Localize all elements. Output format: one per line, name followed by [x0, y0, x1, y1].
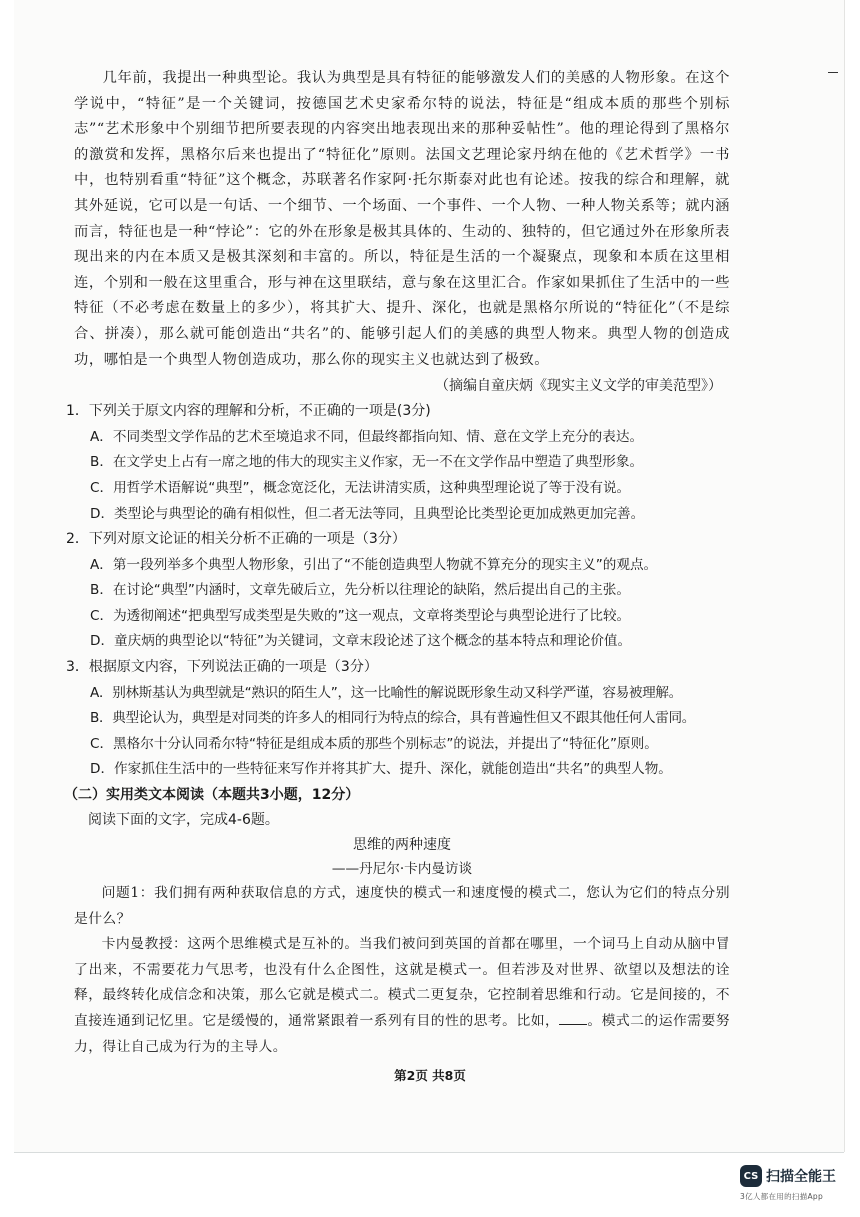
option-a: A．不同类型文学作品的艺术至境追求不同，但最终都指向知、情、意在文学上充分的表达。: [90, 428, 644, 445]
option-b: B．典型论认为，典型是对同类的许多人的相同行为特点的综合，具有普遍性但又不跟其他任何人雷同。: [90, 710, 695, 727]
fill-in-blank[interactable]: [559, 1010, 587, 1025]
question-3: [66, 655, 730, 783]
page-bottom-divider: [14, 1152, 844, 1153]
article-title: 思维的两种速度: [353, 837, 451, 854]
option-d: D．作家抓住生活中的一些特征来写作并将其扩大、提升、深化，就能创造出“共名”的典型人物。: [90, 761, 672, 778]
scanner-watermark: [740, 1165, 850, 1202]
passage-source: （摘编自童庆炳《现实主义文学的审美范型》）: [435, 378, 722, 395]
article-subtitle: ——丹尼尔·卡内曼访谈: [331, 861, 473, 878]
option-c: C．用哲学术语解说“典型”，概念宽泛化，无法讲清实质，这种典型理论说了等于没有说。: [90, 479, 631, 496]
option-d: D．类型论与典型论的确有相似性，但二者无法等同，且典型论比类型论更加成熟更加完善。: [90, 505, 645, 522]
brand-row: [740, 1165, 850, 1187]
question-stem: 3．根据原文内容，下列说法正确的一项是（3分）: [66, 659, 378, 676]
option-d: D．童庆炳的典型论以“特征”为关键词，文章末段论述了这个概念的基本特点和理论价值。: [90, 633, 632, 650]
question-stem: 2．下列对原文论证的相关分析不正确的一项是（3分）: [66, 531, 406, 548]
interview-answer: [74, 932, 730, 1060]
question-stem: 1．下列关于原文内容的理解和分析，不正确的一项是(3分): [66, 403, 431, 420]
option-c: C．为透彻阐述“把典型写成类型是失败的”这一观点，文章将类型论与典型论进行了比较。: [90, 607, 631, 624]
question-1: [66, 399, 730, 527]
camscanner-logo-icon: CS: [740, 1165, 762, 1187]
section-heading: （二）实用类文本阅读（本题共3小题，12分）: [64, 787, 360, 804]
page-number: 第2页 共8页: [394, 1068, 466, 1083]
question-2: [66, 527, 730, 655]
option-c: C．黑格尔十分认同希尔特“特征是组成本质的那些个别标志”的说法，并提出了“特征化”原则。: [90, 735, 658, 752]
brand-name: 扫描全能王: [766, 1169, 836, 1185]
interview-question: 问题1：我们拥有两种获取信息的方式，速度快的模式一和速度慢的模式二，您认为它们的特点分别是什么？: [74, 885, 730, 927]
page-content: [64, 66, 730, 1060]
option-a: A．第一段列举多个典型人物形象，引出了“不能创造典型人物就不算充分的现实主义”的观点。: [90, 556, 658, 573]
brand-tagline: 3亿人都在用的扫描App: [740, 1192, 824, 1201]
answer-text-before: 卡内曼教授：这两个思维模式是互补的。当我们被问到英国的首都在哪里，一个词马上自动从脑中冒了出来，不需要花力气思考，也没有什么企图性，这就是模式一。但若涉及对世界、欲望以及想法的诠释，最终转化成信念和决策，那么它就是模式二。模式二更复杂，它控制着思维和行动。它是间接的，不直接连通到记忆里。它是缓慢的，通常紧跟着一系列有目的性的思考。比如，: [74, 936, 730, 1029]
option-b: B．在文学史上占有一席之地的伟大的现实主义作家，无一不在文学作品中塑造了典型形象。: [90, 454, 644, 471]
section-instruction: 阅读下面的文字，完成4-6题。: [88, 812, 279, 829]
answer-text-after: 。模式二的运作需要努力，得让自己成为行为的主导人。: [74, 1013, 730, 1055]
edge-mark: [828, 72, 838, 73]
option-a: A．别林斯基认为典型就是“熟识的陌生人”，这一比喻性的解说既形象生动又科学严谨，容易被理解。: [90, 684, 682, 701]
option-b: B．在讨论“典型”内涵时，文章先破后立，先分析以往理论的缺陷，然后提出自己的主张。: [90, 582, 630, 599]
passage-paragraph: 几年前，我提出一种典型论。我认为典型是具有特征的能够激发人们的美感的人物形象。在这个学说中，“特征”是一个关键词，按德国艺术史家希尔特的说法，特征是“组成本质的那些个别标志”“艺术形象中个别细节把所要表现的内容突出地表现出来的那种妥帖性”。他的理论得到了黑格尔的激赏和发挥，黑格尔后来也提出了“特征化”原则。法国文艺理论家丹纳在他的《艺术哲学》一书中，也特别看重“特征”这个概念，苏联著名作家阿·托尔斯泰对此也有论述。按我的综合和理解，就其外延说，它可以是一句话、一个细节、一个场面、一个事件、一个人物、一种人物关系等；就内涵而言，特征也是一种“悖论”：它的外在形象是极其具体的、生动的、独特的，但它通过外在形象所表现出来的内在本质又是极其深刻和丰富的。所以，特征是生活的一个凝聚点，现象和本质在这里相连，个别和一般在这里重合，形与神在这里联结，意与象在这里汇合。作家如果抓住了生活中的一些特征（不必考虑在数量上的多少），将其扩大、提升、深化，也就是黑格尔所说的“特征化”（不是综合、拼凑），那么就可能创造出“共名”的、能够引起人们的美感的典型人物来。典型人物的创造成功，哪怕是一个典型人物创造成功，那么你的现实主义也就达到了极致。: [74, 70, 730, 368]
